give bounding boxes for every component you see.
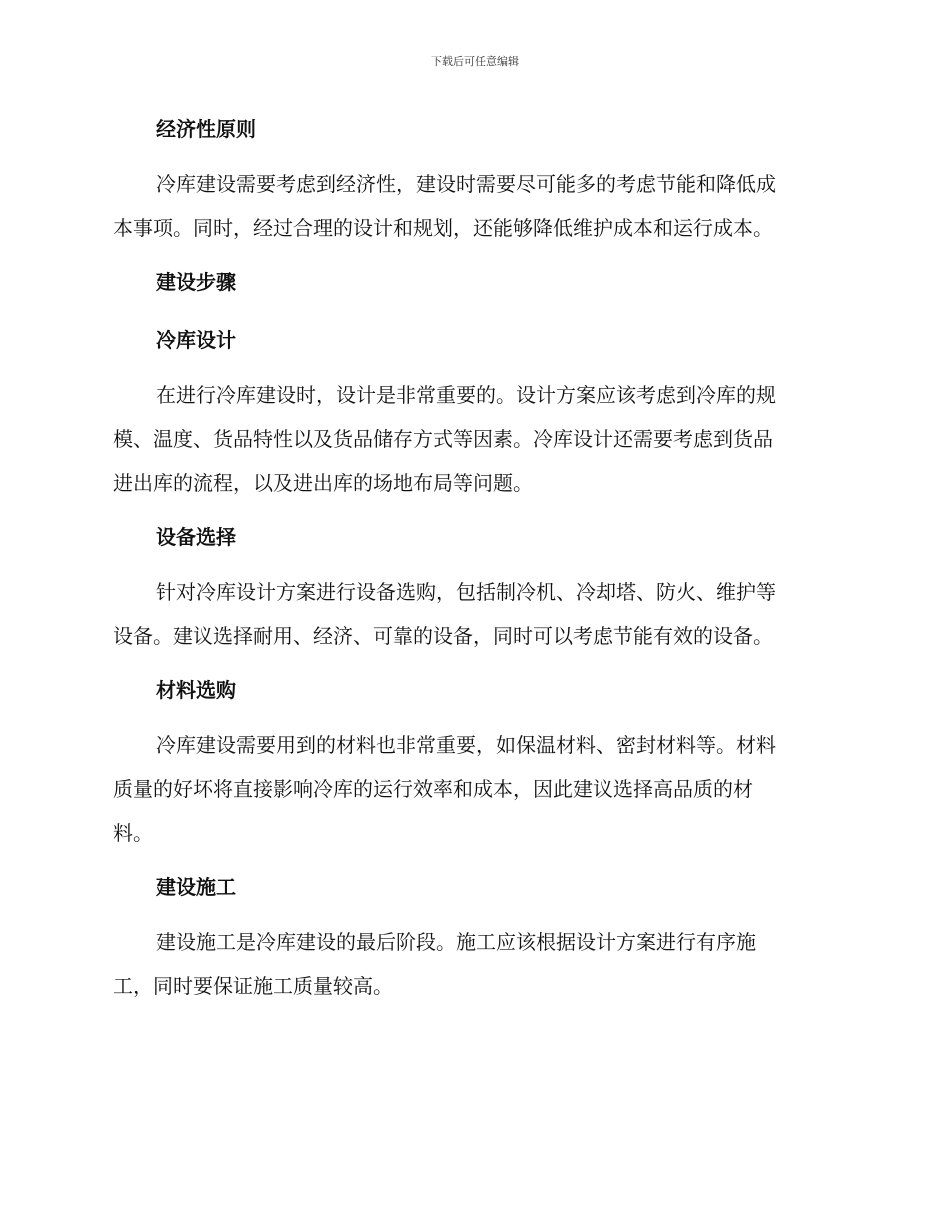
paragraph-line: 料。	[113, 821, 153, 845]
section-heading-materials: 材料选购	[156, 678, 236, 702]
paragraph-line: 质量的好坏将直接影响冷库的运行效率和成本，因此建议选择高品质的材	[113, 777, 753, 801]
paragraph-line: 冷库建设需要用到的材料也非常重要，如保温材料、密封材料等。材料	[156, 733, 776, 757]
section-heading-economy: 经济性原则	[156, 117, 256, 141]
paragraph-line: 本事项。同时，经过合理的设计和规划，还能够降低维护成本和运行成本。	[113, 216, 773, 240]
section-heading-design: 冷库设计	[156, 328, 236, 352]
paragraph-economy	[113, 162, 833, 250]
paragraph-line: 模、温度、货品特性以及货品储存方式等因素。冷库设计还需要考虑到货品	[113, 427, 773, 451]
paragraph-line: 针对冷库设计方案进行设备选购，包括制冷机、冷却塔、防火、维护等	[156, 580, 776, 604]
paragraph-construction	[113, 920, 833, 1008]
section-heading-steps: 建设步骤	[156, 270, 236, 294]
paragraph-line: 进出库的流程，以及进出库的场地布局等问题。	[113, 471, 533, 495]
paragraph-line: 建设施工是冷库建设的最后阶段。施工应该根据设计方案进行有序施	[156, 930, 756, 954]
paragraph-design	[113, 373, 833, 505]
section-heading-construction: 建设施工	[156, 875, 236, 899]
paragraph-materials	[113, 723, 833, 855]
document-body	[113, 112, 833, 1008]
page-header: 下载后可任意编辑	[431, 55, 519, 68]
paragraph-line: 设备。建议选择耐用、经济、可靠的设备，同时可以考虑节能有效的设备。	[113, 624, 773, 648]
section-heading-equipment: 设备选择	[156, 525, 236, 549]
paragraph-equipment	[113, 570, 833, 658]
paragraph-line: 在进行冷库建设时，设计是非常重要的。设计方案应该考虑到冷库的规	[156, 383, 776, 407]
paragraph-line: 冷库建设需要考虑到经济性，建设时需要尽可能多的考虑节能和降低成	[156, 172, 776, 196]
paragraph-line: 工，同时要保证施工质量较高。	[113, 974, 393, 998]
